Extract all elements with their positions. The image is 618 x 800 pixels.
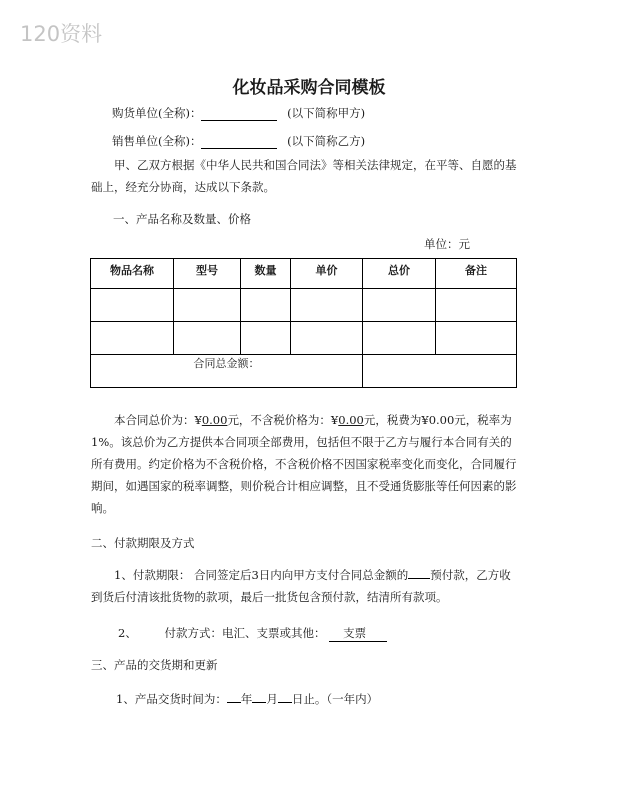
seller-line	[112, 133, 365, 149]
delivery-time-end: 日止。（一年内）	[291, 692, 379, 706]
month-blank[interactable]	[252, 690, 266, 703]
year-blank[interactable]	[227, 690, 241, 703]
table-row	[91, 322, 517, 355]
product-table	[90, 258, 517, 388]
buyer-line	[112, 105, 365, 121]
pricing-text-1: 本合同总价为：¥	[114, 413, 202, 427]
pricing-paragraph	[91, 409, 521, 519]
table-header: 型号	[174, 259, 241, 289]
table-cell[interactable]	[174, 322, 241, 355]
watermark: 120资料	[20, 22, 103, 46]
buyer-blank[interactable]	[201, 107, 277, 121]
table-total-row	[91, 355, 517, 388]
delivery-time-text: 1、产品交货时间为：	[116, 692, 227, 706]
table-cell[interactable]	[436, 322, 517, 355]
payment-method-label: 付款方式：电汇、支票或其他：	[164, 626, 326, 640]
table-cell[interactable]	[291, 322, 363, 355]
total-value-cell[interactable]	[363, 355, 517, 388]
payment-term-text-1: 1、付款期限： 合同签定后3日内向甲方支付合同总金额的	[114, 568, 409, 582]
section3-heading: 三、产品的交货期和更新	[91, 658, 218, 672]
payment-term-paragraph	[91, 564, 521, 608]
total-label-cell: 合同总金额：	[91, 355, 363, 388]
table-header: 数量	[241, 259, 291, 289]
payment-term-text-2: 预付款，乙方收到货后付清该批货物的款项，最后一批货包含预付款，结清所有款项。	[91, 568, 511, 604]
payment-method-num: 2、	[118, 626, 137, 640]
table-cell[interactable]	[241, 322, 291, 355]
payment-method-line	[118, 625, 387, 642]
seller-note: (以下简称乙方)	[287, 134, 366, 148]
pricing-text-2: 元，不含税价格为：¥	[227, 413, 339, 427]
table-header: 物品名称	[91, 259, 174, 289]
table-header: 备注	[436, 259, 517, 289]
section2-heading: 二、付款期限及方式	[91, 536, 195, 550]
table-cell[interactable]	[241, 289, 291, 322]
table-cell[interactable]	[174, 289, 241, 322]
delivery-time-line	[116, 690, 378, 707]
table-header: 单价	[291, 259, 363, 289]
payment-method-value: 支票	[329, 625, 387, 642]
table-cell[interactable]	[91, 322, 174, 355]
seller-label: 销售单位(全称)：	[112, 134, 202, 148]
table-cell[interactable]	[291, 289, 363, 322]
table-row	[91, 289, 517, 322]
page-title: 化妆品采购合同模板	[232, 78, 386, 98]
table-cell[interactable]	[436, 289, 517, 322]
year-label: 年	[240, 692, 253, 706]
pricing-text-3: 元，税费为¥0.00元，税率为1%。该总价为乙方提供本合同项全部费用，包括但不限于乙方与履行本合同有关的所有费用。约定价格为不含税价格，不含税价格不因国家税率变化而变化，合同履行期间，如遇国家的税率调整，则价税合计相应调整，且不受通货膨胀等任何因素的影响。	[91, 413, 517, 515]
table-cell[interactable]	[363, 289, 436, 322]
unit-label: 单位：元	[424, 237, 470, 251]
section1-heading: 一、产品名称及数量、价格	[113, 212, 251, 226]
buyer-label: 购货单位(全称)：	[112, 106, 202, 120]
total-price-value: 0.00	[201, 413, 228, 427]
buyer-note: (以下简称甲方)	[287, 106, 366, 120]
table-header-row	[91, 259, 517, 289]
month-label: 月	[266, 692, 278, 706]
intro-paragraph: 甲、乙双方根据《中华人民共和国合同法》等相关法律规定，在平等、自愿的基础上，经充分协商，达成以下条款。	[91, 158, 517, 194]
seller-blank[interactable]	[201, 135, 277, 149]
day-blank[interactable]	[278, 690, 292, 703]
pretax-price-value: 0.00	[338, 413, 364, 427]
prepay-percent-blank[interactable]	[408, 566, 430, 579]
table-header: 总价	[363, 259, 436, 289]
table-cell[interactable]	[91, 289, 174, 322]
table-cell[interactable]	[363, 322, 436, 355]
